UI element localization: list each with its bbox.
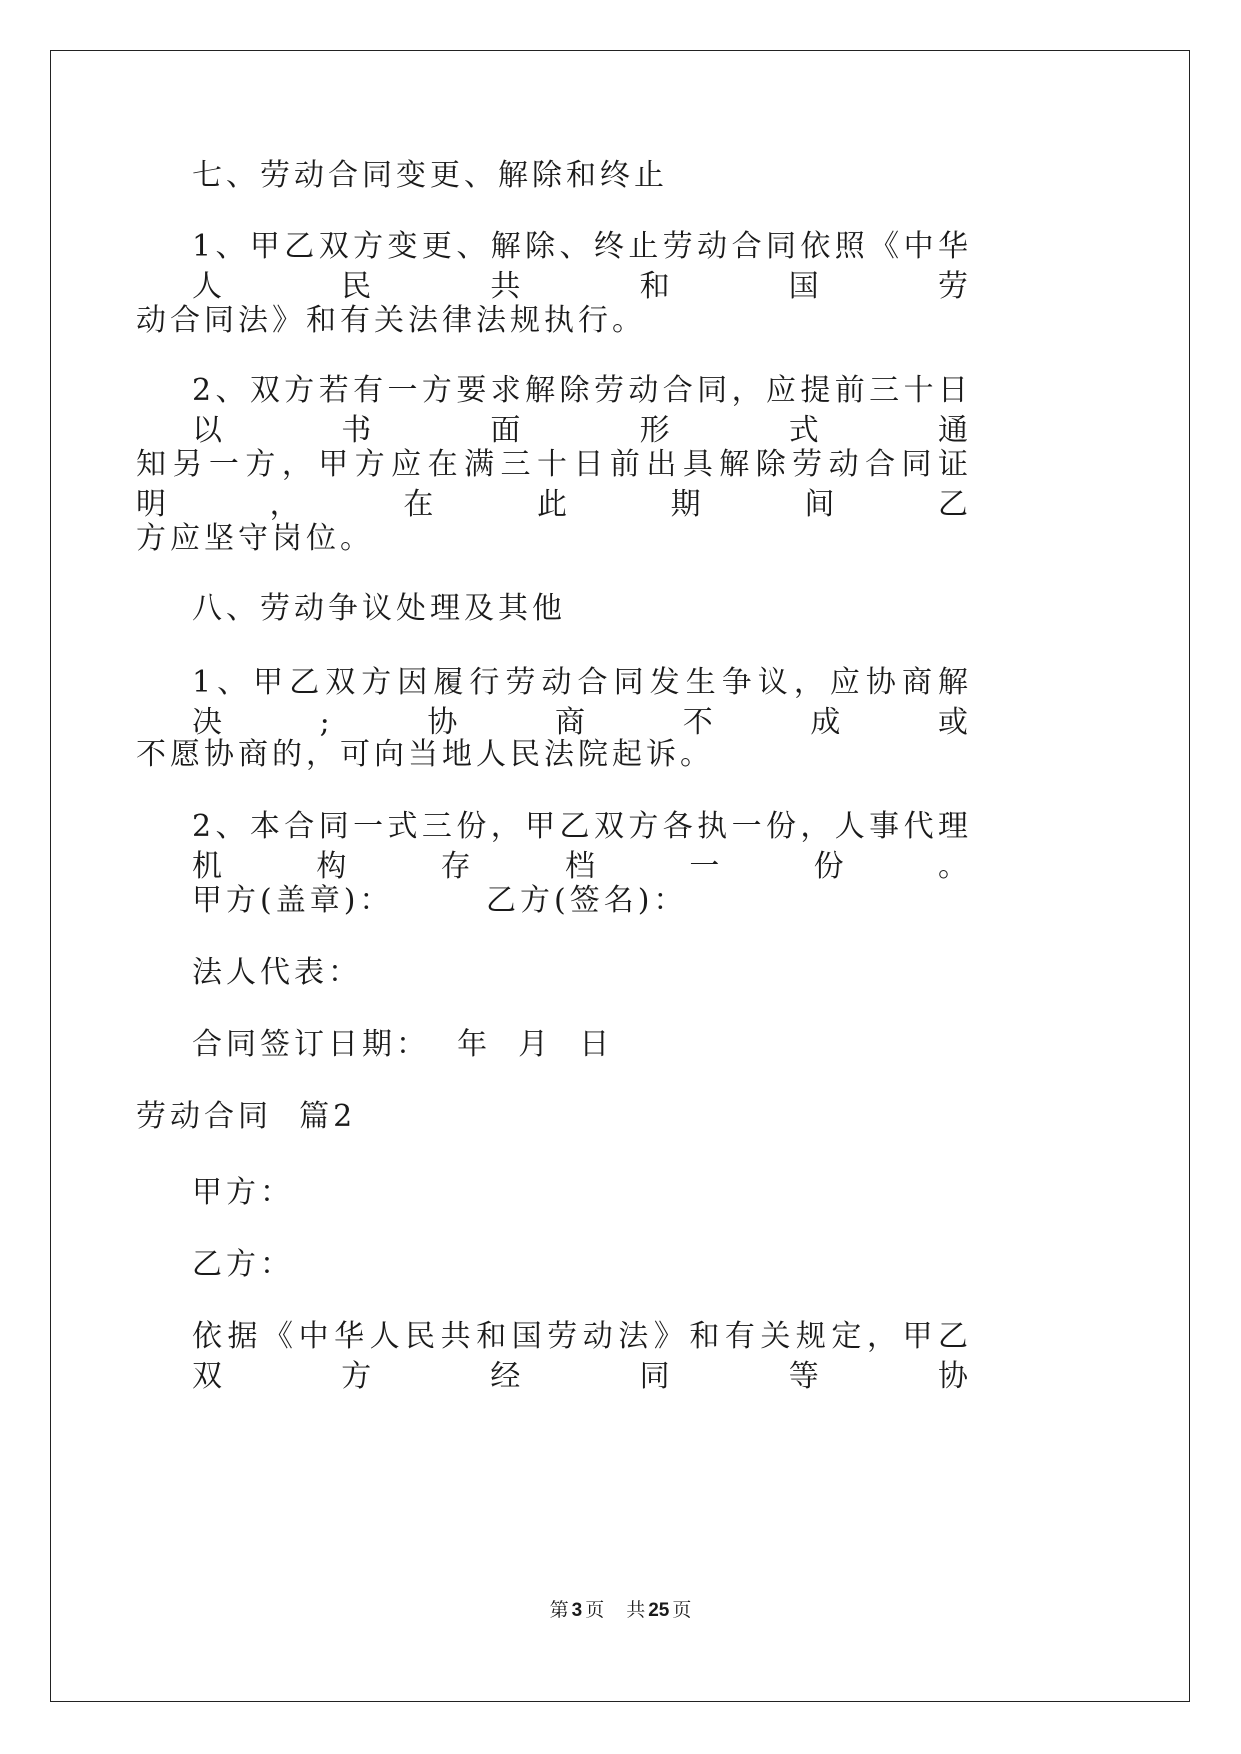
paragraph-line: 动合同法》和有关法律法规执行。 [136, 303, 646, 338]
paragraph-line: 依据《中华人民共和国劳动法》和有关规定，甲乙双方经同等协 [192, 1319, 972, 1394]
party-b-sign-label: 乙方(签名)： [486, 883, 688, 918]
section-heading-8: 八、劳动争议处理及其他 [192, 591, 566, 626]
section-heading-7: 七、劳动合同变更、解除和终止 [192, 158, 668, 193]
paragraph-line: 不愿协商的，可向当地人民法院起诉。 [136, 737, 714, 772]
paragraph-line: 方应坚守岗位。 [136, 521, 374, 556]
footer-total-unit: 页 [672, 1599, 692, 1621]
paragraph-line: 1、甲乙双方变更、解除、终止劳动合同依照《中华人民共和国劳 [192, 229, 972, 304]
paragraph-line: 知另一方，甲方应在满三十日前出具解除劳动合同证明，在此期间乙 [136, 447, 972, 522]
signing-date-label: 合同签订日期： 年 月 日 [192, 1027, 614, 1062]
legal-representative-label: 法人代表： [192, 955, 362, 990]
footer-page-total: 25 [648, 1600, 670, 1621]
footer-page-current: 3 [571, 1600, 583, 1621]
contract-title-part2: 劳动合同 篇2 [136, 1099, 357, 1134]
party-a-seal-label: 甲方(盖章)： [192, 883, 394, 918]
party-b-label: 乙方： [192, 1247, 294, 1282]
footer-page-unit: 页 [585, 1599, 605, 1621]
footer-total-prefix: 共 [626, 1599, 646, 1621]
paragraph-line: 1、甲乙双方因履行劳动合同发生争议，应协商解决;协商不成或 [192, 665, 972, 740]
paragraph-line: 2、双方若有一方要求解除劳动合同，应提前三十日以书面形式通 [192, 373, 972, 448]
footer-page-prefix: 第 [549, 1599, 569, 1621]
page-footer [0, 1598, 1241, 1623]
party-a-label: 甲方： [192, 1175, 294, 1210]
paragraph-line: 2、本合同一式三份，甲乙双方各执一份，人事代理机构存档一份。 [192, 809, 972, 884]
